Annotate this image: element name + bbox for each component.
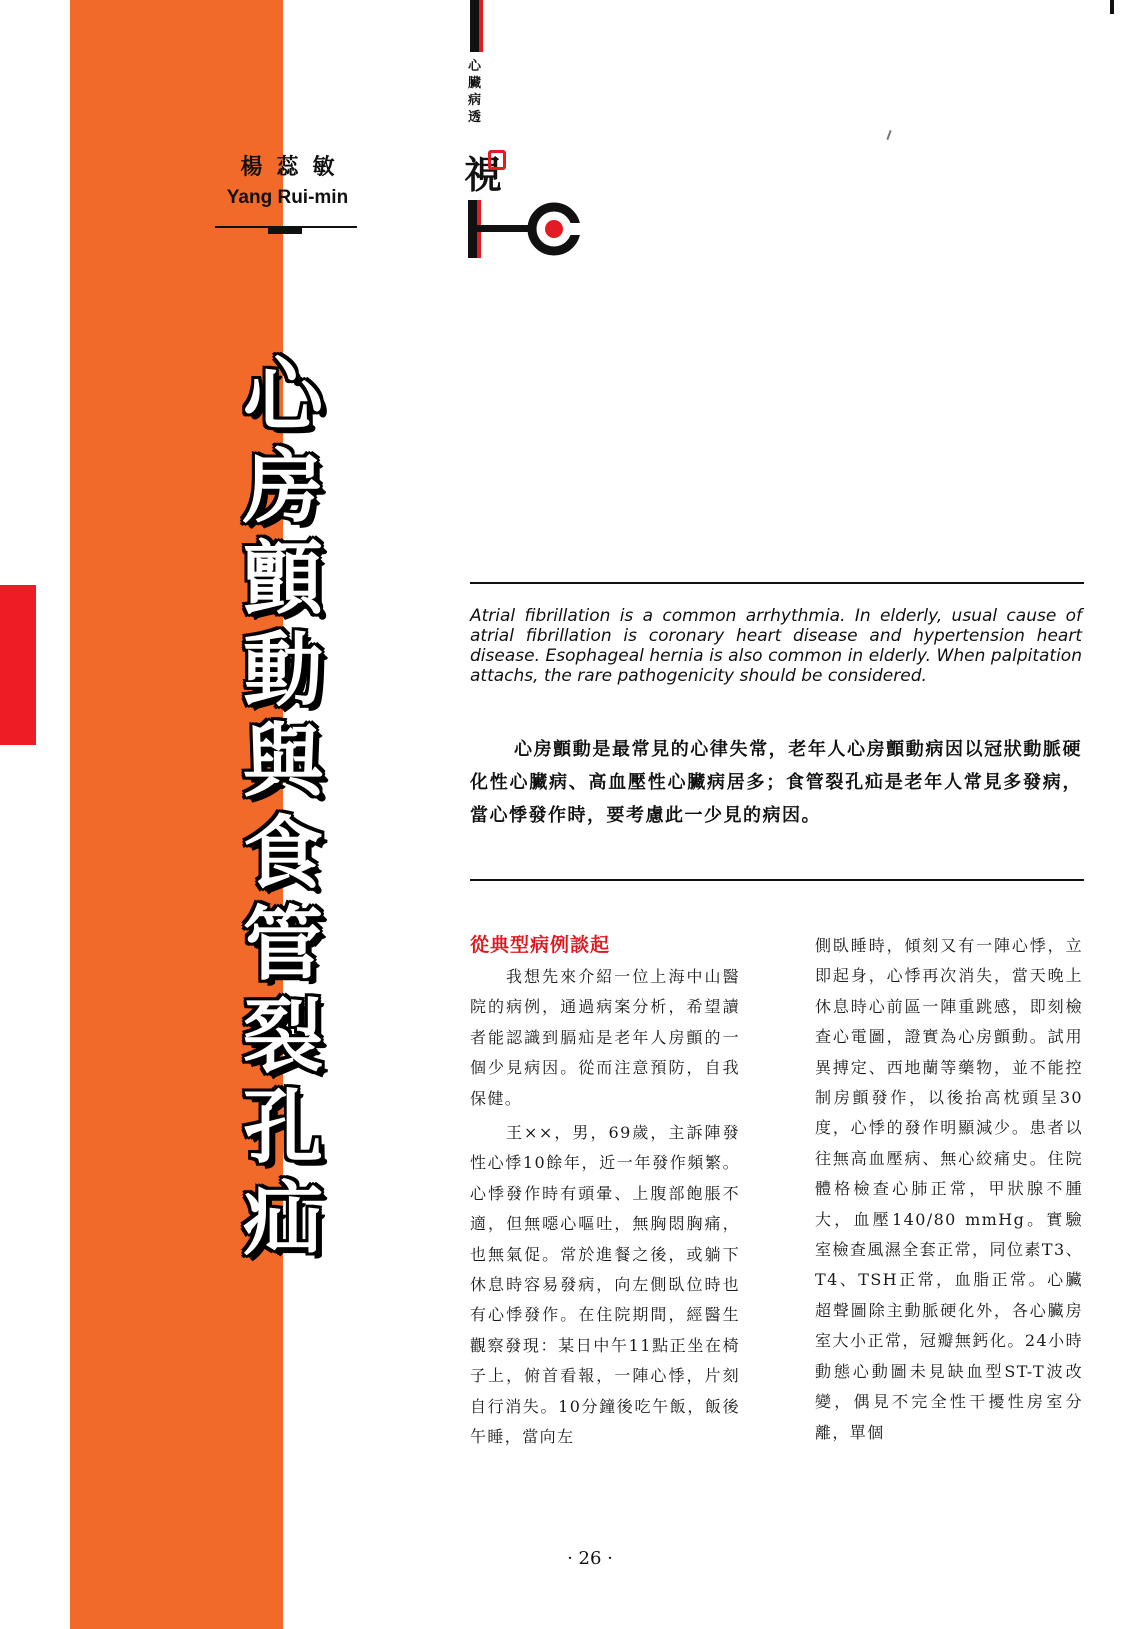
body-column-left (470, 962, 740, 1457)
body-paragraph: 側臥睡時，傾刻又有一陣心悸，立即起身，心悸再次消失，當天晚上休息時心前區一陣重跳感，即刻檢查心電圖，證實為心房顫動。試用異搏定、西地蘭等藥物，並不能控制房顫發作，以後抬高枕頭呈30度，心悸的發作明顯減少。患者以往無高血壓病、無心絞痛史。住院體格檢查心肺正常，甲狀腺不腫大，血壓140/80 mmHg。實驗室檢查風濕全套正常，同位素T3、T4、TSH正常，血脂正常。心臟超聲圖除主動脈硬化外，各心臟房室大小正常，冠瓣無鈣化。24小時動態心動圖未見缺血型ST-T波改變，偶見不完全性干擾性房室分離，單個 (815, 936, 1083, 1442)
author-block (215, 150, 360, 209)
scan-speck (886, 130, 891, 140)
column-logo-bar-red (479, 0, 483, 52)
author-name-en: Yang Rui-min (226, 187, 349, 208)
column-logo-text: 心臟病透 (468, 59, 482, 125)
abstract-chinese: 心房顫動是最常見的心律失常，老年人心房顫動病因以冠狀動脈硬化性心臟病、高血壓性心臟病居多；食管裂孔疝是老年人常見多發病，當心悸發作時，要考慮此一少見的病因。 (470, 739, 1082, 826)
title-char: 動 (243, 623, 323, 717)
heart-logo-icon (468, 200, 586, 258)
author-underline-bar (268, 226, 302, 234)
body-paragraph: 我想先來介紹一位上海中山醫院的病例，通過病案分析，希望讀者能認識到膈疝是老年人房顫的一個少見病因。從而注意預防，自我保健。 (470, 967, 740, 1108)
title-char: 顫 (243, 532, 323, 625)
title-char: 心 (243, 349, 323, 442)
title-char: 與 (243, 715, 323, 808)
title-char: 孔 (243, 1081, 323, 1174)
abstract-english: Atrial fibrillation is a common arrhythmia. In elderly, usual cause of atrial fibrillation is coronary heart disease and hypertension heart disease. Esophageal hernia is also common in elderly. When palpitation attachs, the rare pathogenicity should be considered. (470, 606, 1082, 686)
body-column-right (815, 931, 1083, 1452)
body-paragraph: 王××，男，69歲，主訴陣發性心悸10餘年，近一年發作頻繁。心悸發作時有頭暈、上腹部飽脹不適，但無噁心嘔吐，無胸悶胸痛，也無氣促。常於進餐之後，或躺下休息時容易發病，向左側臥位時也有心悸發作。在住院期間，經醫生觀察發現：某日中午11點正坐在椅子上，俯首看報，一陣心悸，片刻自行消失。10分鐘後吃午飯，飯後午睡，當向左 (470, 1123, 740, 1447)
column-logo-char: 視 (464, 144, 502, 199)
article-title-vertical (238, 350, 358, 1265)
column-logo-bar (470, 0, 479, 52)
section-heading: 從典型病例談起 (470, 934, 611, 956)
title-char: 房 (243, 440, 323, 534)
scan-mark (1110, 0, 1114, 14)
title-char: 疝 (243, 1172, 323, 1266)
title-char: 食 (243, 806, 323, 900)
abstract-bottom-rule (470, 879, 1084, 881)
title-char: 裂 (243, 989, 323, 1083)
abstract-top-rule (470, 582, 1084, 584)
red-edge-tab (0, 585, 36, 745)
author-name-cn: 楊蕊敏 (240, 155, 349, 180)
page-number: · 26 · (567, 1548, 613, 1569)
title-char: 管 (243, 898, 323, 991)
